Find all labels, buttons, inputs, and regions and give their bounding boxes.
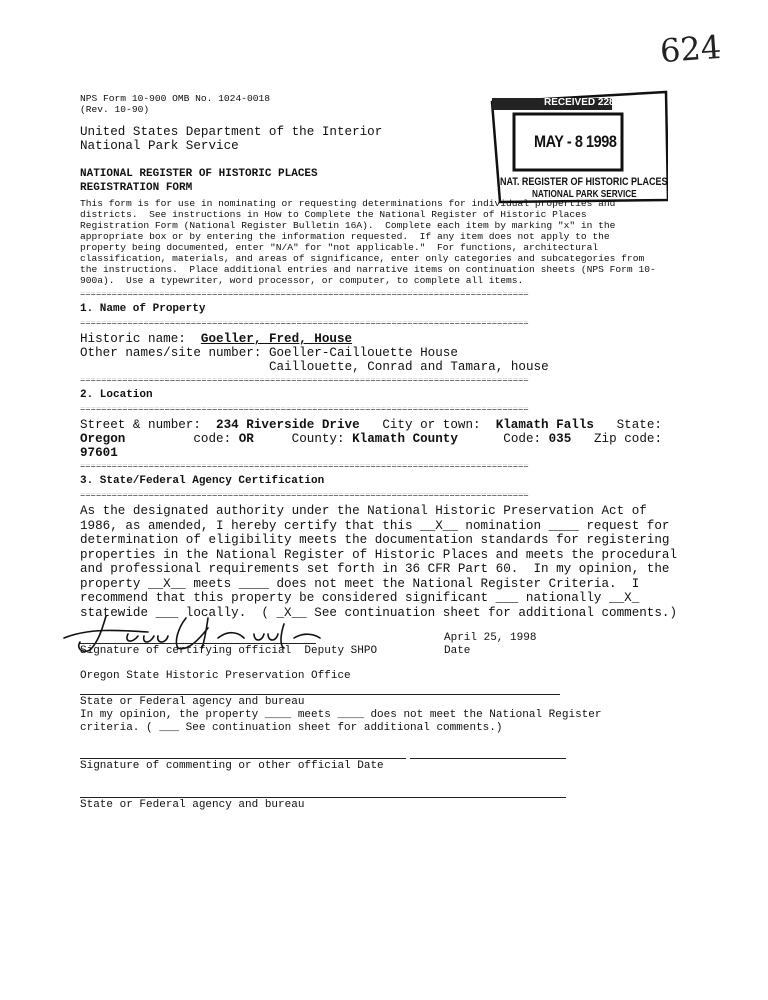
certification-line: properties in the National Register of Historic Places and meets the procedural xyxy=(80,547,678,562)
separator: ===================================================================================== xyxy=(80,321,529,326)
state-code-value: OR xyxy=(238,432,254,446)
received-stamp xyxy=(488,88,668,206)
separator: ===================================================================================== xyxy=(80,378,529,383)
zip-label: Zip code: xyxy=(571,432,663,446)
county-label: County: xyxy=(253,432,353,446)
certification-line: determination of eligibility meets the documentation standards for registering xyxy=(80,533,670,547)
street-value: 234 Riverside Drive xyxy=(216,418,360,432)
state-label: State: xyxy=(593,418,662,432)
county-code-value: 035 xyxy=(548,432,572,446)
state-value: Oregon xyxy=(80,432,126,446)
stamp-line-1: NAT. REGISTER OF HISTORIC PLACES xyxy=(500,176,668,188)
section-1-title: 1. Name of Property xyxy=(80,303,206,315)
commenting-label: Signature of commenting or other official Date xyxy=(80,760,384,772)
certification-line: and professional requirements set forth in 36 CFR Part 60. In my opinion, the xyxy=(80,562,670,576)
stamp-received-text: RECEIVED 2280 xyxy=(544,97,621,108)
city-value: Klamath Falls xyxy=(495,418,594,432)
form-heading-2: REGISTRATION FORM xyxy=(80,182,193,194)
separator: ===================================================================================== xyxy=(80,493,529,498)
historic-name-row xyxy=(80,332,352,347)
section-3-title: 3. State/Federal Agency Certification xyxy=(80,475,325,487)
date-label: Date xyxy=(444,645,471,657)
signature-label: Signature of certifying official Deputy SHPO xyxy=(80,645,378,657)
commenting-date-rule xyxy=(410,758,566,759)
instructions-line: appropriate box or by entering the information requested. If any item does not apply to the xyxy=(80,231,610,242)
other-names-label: Other names/site number: xyxy=(80,346,269,360)
agency-rule-2 xyxy=(80,797,566,798)
instructions-line: classification, materials, and areas of significance, enter only categories and subcategories from xyxy=(80,253,645,264)
handwritten-page-number: 624 xyxy=(658,27,723,71)
stamp-date: MAY - 8 1998 xyxy=(534,132,617,151)
state-code-label: code: xyxy=(125,432,239,446)
certification-line: property __X__ meets ____ does not meet the National Register Criteria. I xyxy=(80,576,640,591)
separator: ===================================================================================== xyxy=(80,292,529,297)
opinion-line-1: In my opinion, the property ____ meets ____ does not meet the National Register xyxy=(80,709,602,721)
instructions-line: 900a). Use a typewriter, word processor, or computer, to complete all items. xyxy=(80,275,524,286)
service-name: National Park Service xyxy=(80,139,239,153)
office-name: Oregon State Historic Preservation Office xyxy=(80,670,351,682)
signature-rule xyxy=(80,643,316,644)
location-row-1 xyxy=(80,418,662,433)
certification-line: recommend that this property be considered significant ___ nationally __X_ xyxy=(80,591,640,605)
section-2-title: 2. Location xyxy=(80,389,153,401)
instructions-line: This form is for use in nominating or requesting determinations for individual properties and xyxy=(80,198,616,209)
historic-name-value: Goeller, Fred, House xyxy=(200,332,353,346)
signature-date: April 25, 1998 xyxy=(444,632,537,644)
city-label: City or town: xyxy=(359,418,496,432)
other-names-value-1: Goeller-Caillouette House xyxy=(268,346,458,360)
county-value: Klamath County xyxy=(352,432,458,446)
separator: ===================================================================================== xyxy=(80,464,529,469)
historic-name-label: Historic name: xyxy=(80,332,201,346)
certification-line: statewide ___ locally. ( _X__ See continuation sheet for additional comments.) xyxy=(80,605,678,620)
instructions-line: districts. See instructions in How to Complete the National Register of Historic Places xyxy=(80,209,587,220)
form-revision: (Rev. 10-90) xyxy=(80,104,150,115)
agency-label-2: State or Federal agency and bureau xyxy=(80,799,305,811)
location-row-2 xyxy=(80,432,662,447)
stamp-line-2: NATIONAL PARK SERVICE xyxy=(532,189,637,200)
agency-label-1: State or Federal agency and bureau xyxy=(80,696,305,708)
zip-value: 97601 xyxy=(80,446,118,460)
other-names-row xyxy=(80,346,458,361)
agency-rule xyxy=(80,694,560,695)
opinion-line-2: criteria. ( ___ See continuation sheet for additional comments.) xyxy=(80,722,503,734)
commenting-signature-rule xyxy=(80,758,406,759)
form-id: NPS Form 10-900 OMB No. 1024-0018 xyxy=(80,93,270,104)
street-label: Street & number: xyxy=(80,418,217,432)
certification-line: As the designated authority under the National Historic Preservation Act of xyxy=(80,504,647,518)
certification-line: 1986, as amended, I hereby certify that this __X__ nomination ____ request for xyxy=(80,518,670,533)
form-heading-1: NATIONAL REGISTER OF HISTORIC PLACES xyxy=(80,168,318,180)
instructions-line: Registration Form (National Register Bulletin 16A). Complete each item by marking "x" in the xyxy=(80,220,616,231)
other-names-value-2: Caillouette, Conrad and Tamara, house xyxy=(269,360,549,374)
separator: ===================================================================================== xyxy=(80,407,529,412)
instructions-line: property being documented, enter "N/A" for "not applicable." For functions, architectural xyxy=(80,242,599,253)
department-name: United States Department of the Interior xyxy=(80,125,383,139)
county-code-label: Code: xyxy=(457,432,549,446)
instructions-line: the instructions. Place additional entries and narrative items on continuation sheets (NPS Form 10- xyxy=(80,264,656,275)
